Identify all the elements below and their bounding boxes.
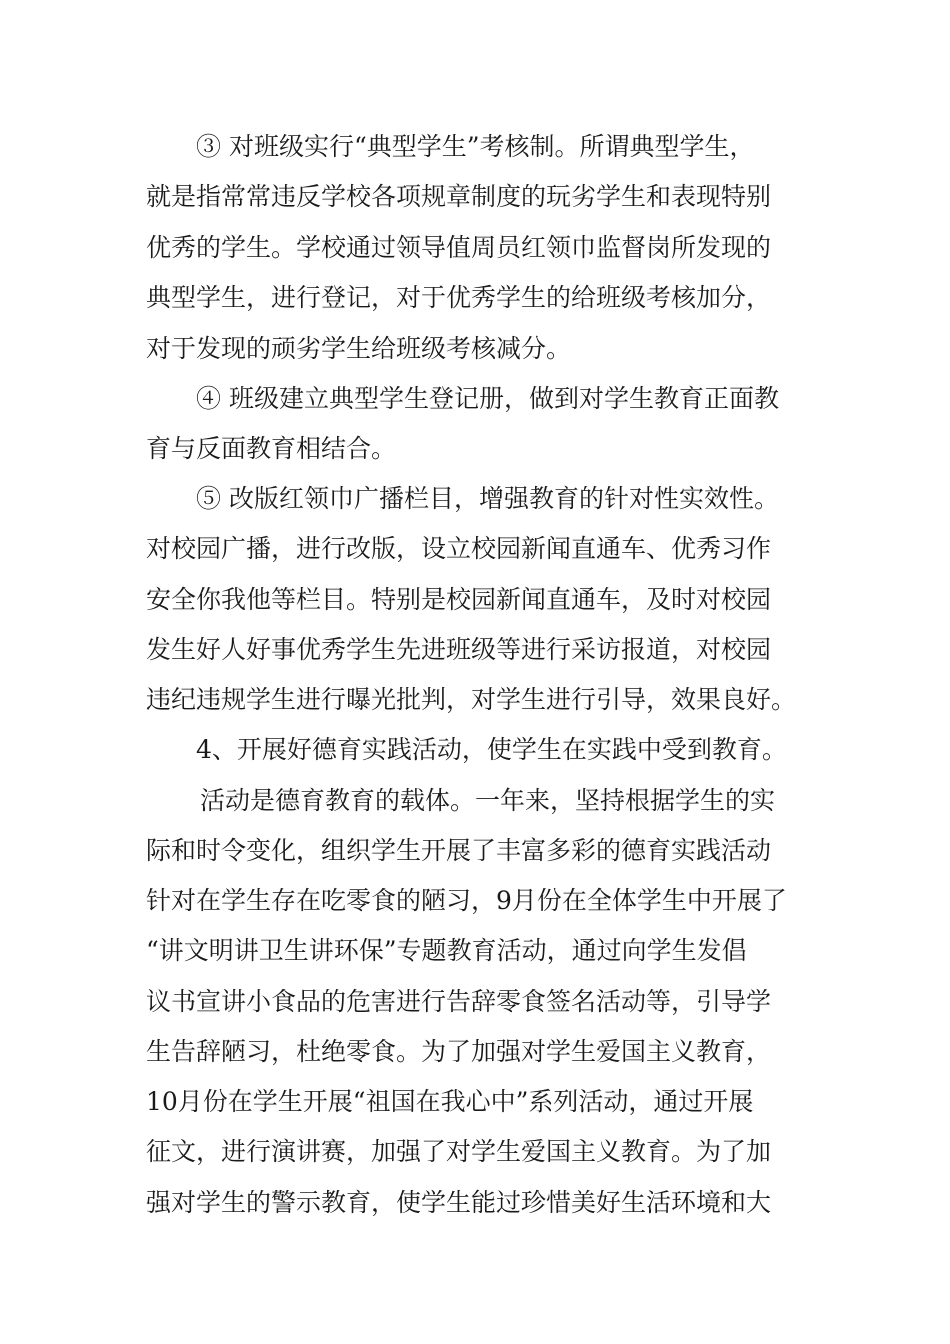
text-line: 10月份在学生开展“祖国在我心中”系列活动，通过开展 — [146, 1087, 754, 1116]
text-line: 就是指常常违反学校各项规章制度的玩劣学生和表现特别 — [146, 182, 772, 211]
text-line: 强对学生的警示教育，使学生能过珍惜美好生活环境和大 — [146, 1188, 772, 1217]
text-line: 安全你我他等栏目。特别是校园新闻直通车，及时对校园 — [146, 585, 772, 614]
text-line: 4、开展好德育实践活动，使学生在实践中受到教育。 — [196, 735, 787, 764]
text-line: 育与反面教育相结合。 — [146, 434, 397, 463]
text-line: 发生好人好事优秀学生先进班级等进行采访报道，对校园 — [146, 635, 772, 664]
text-line: 议书宣讲小食品的危害进行告辞零食签名活动等，引导学 — [146, 987, 772, 1016]
text-line: 际和时令变化，组织学生开展了丰富多彩的德育实践活动 — [146, 836, 772, 865]
text-line: 针对在学生存在吃零食的陋习，9月份在全体学生中开展了 — [146, 886, 787, 915]
text-line: 征文，进行演讲赛，加强了对学生爱国主义教育。为了加 — [146, 1137, 772, 1166]
text-line: 优秀的学生。学校通过领导值周员红领巾监督岗所发现的 — [146, 233, 772, 262]
text-line: ③ 对班级实行“典型学生”考核制。所谓典型学生， — [196, 132, 755, 161]
text-line: 活动是德育教育的载体。一年来，坚持根据学生的实 — [200, 786, 776, 815]
text-line: ④ 班级建立典型学生登记册，做到对学生教育正面教 — [196, 384, 779, 413]
text-line: 违纪违规学生进行曝光批判，对学生进行引导，效果良好。 — [146, 685, 797, 714]
text-line: 生告辞陋习，杜绝零食。为了加强对学生爱国主义教育， — [146, 1037, 772, 1066]
text-line: “讲文明讲卫生讲环保”专题教育活动，通过向学生发倡 — [146, 936, 747, 965]
text-line: ⑤ 改版红领巾广播栏目，增强教育的针对性实效性。 — [196, 484, 779, 513]
text-line: 对校园广播，进行改版，设立校园新闻直通车、优秀习作 — [146, 534, 772, 563]
text-line: 对于发现的顽劣学生给班级考核减分。 — [146, 334, 572, 363]
text-line: 典型学生，进行登记，对于优秀学生的给班级考核加分， — [146, 283, 772, 312]
